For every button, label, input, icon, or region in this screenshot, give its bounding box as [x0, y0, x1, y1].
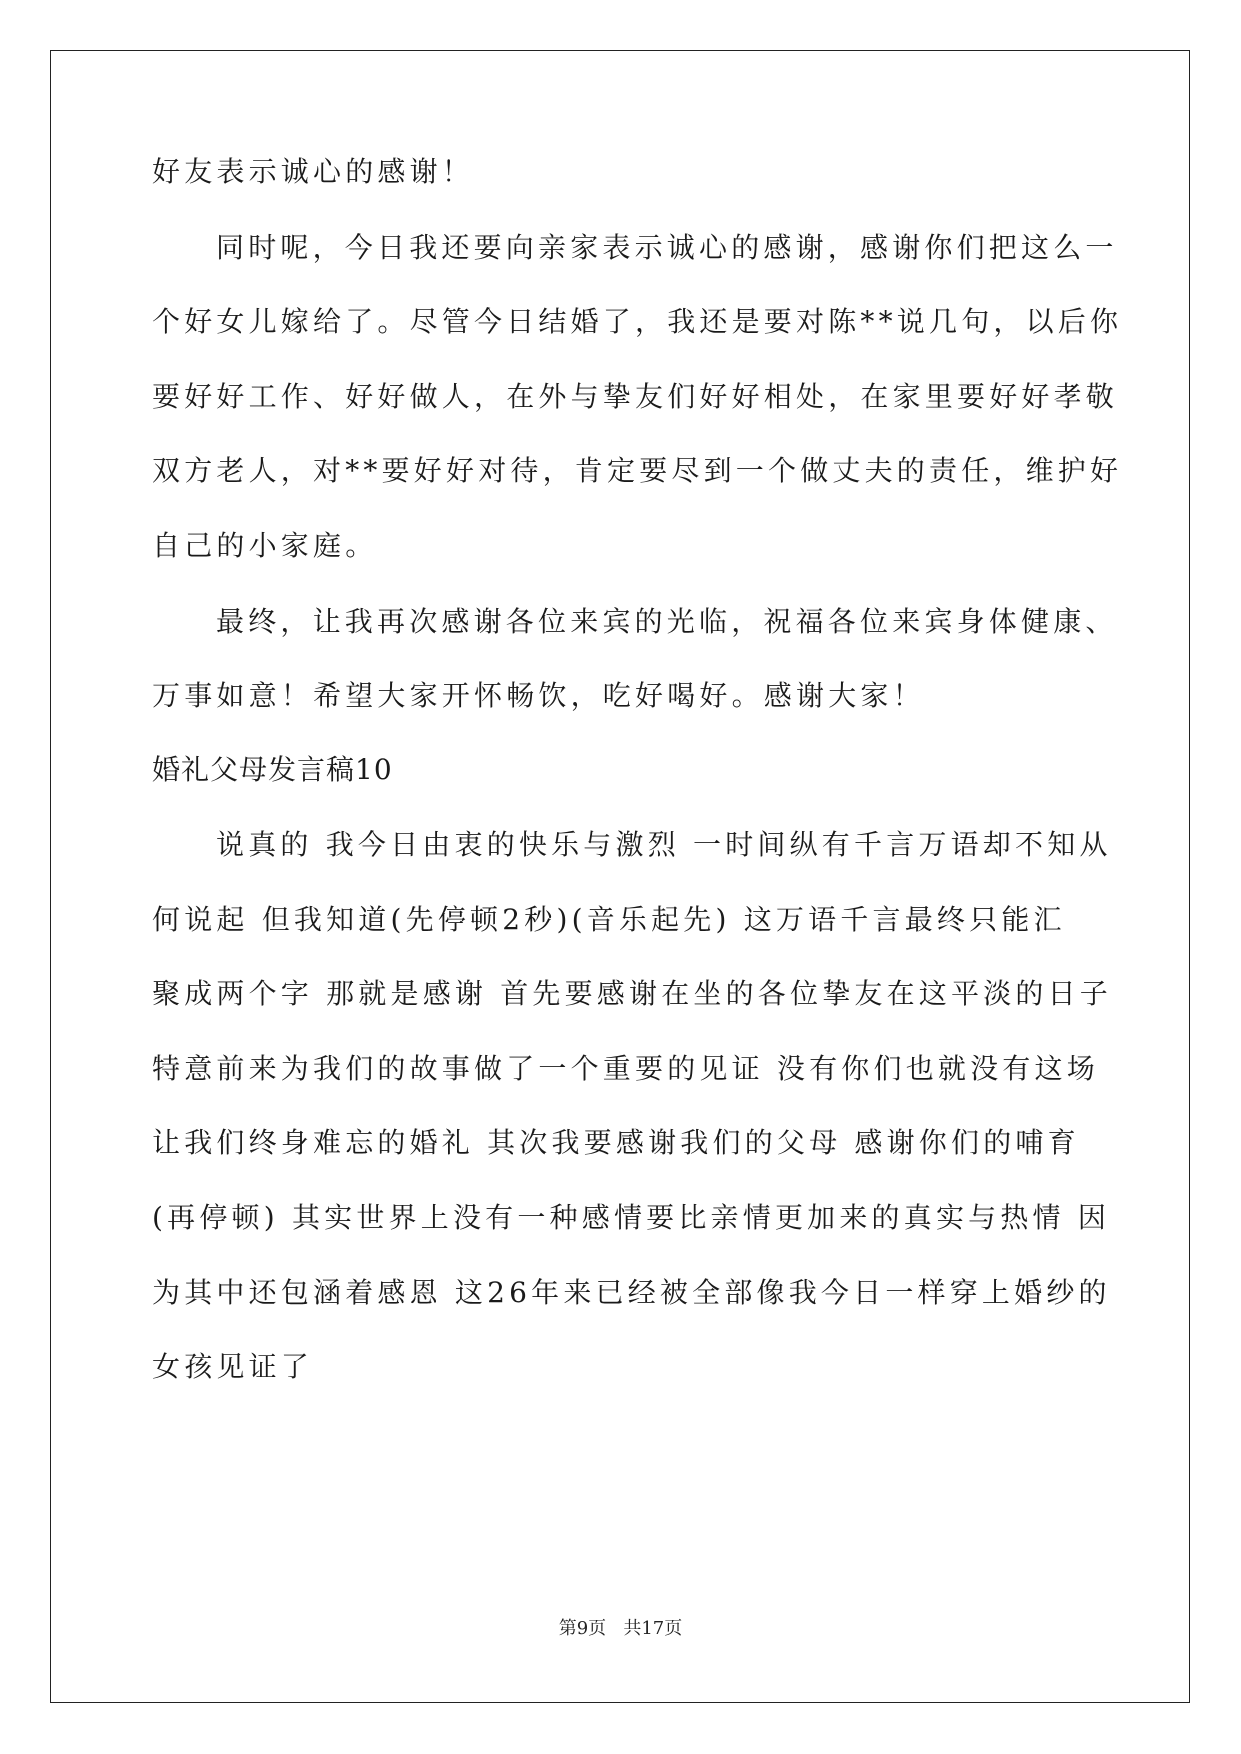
- paragraph-line: 聚成两个字 那就是感谢 首先要感谢在坐的各位挚友在这平淡的日子: [152, 977, 1113, 1010]
- paragraph-line: 何说起 但我知道(先停顿2秒)(音乐起先) 这万语千言最终只能汇: [152, 903, 1066, 936]
- paragraph-line: 同时呢，今日我还要向亲家表示诚心的感谢，感谢你们把这么一: [216, 231, 1118, 264]
- paragraph-line: 让我们终身难忘的婚礼 其次我要感谢我们的父母 感谢你们的哺育: [152, 1126, 1080, 1159]
- page-number-footer: 第9页 共17页: [558, 1618, 683, 1639]
- paragraph-line: 好友表示诚心的感谢！: [152, 155, 475, 188]
- paragraph-line: 女孩见证了: [152, 1350, 314, 1383]
- paragraph-line: 说真的 我今日由衷的快乐与激烈 一时间纵有千言万语却不知从: [216, 828, 1112, 861]
- paragraph-line: 自己的小家庭。: [152, 529, 378, 562]
- paragraph-line: 万事如意！希望大家开怀畅饮，吃好喝好。感谢大家！: [152, 679, 925, 712]
- section-heading: 婚礼父母发言稿10: [152, 753, 393, 786]
- paragraph-line: 最终，让我再次感谢各位来宾的光临，祝福各位来宾身体健康、: [216, 605, 1118, 638]
- paragraph-line: 为其中还包涵着感恩 这26年来已经被全部像我今日一样穿上婚纱的: [152, 1276, 1111, 1309]
- paragraph-line: 双方老人，对**要好好对待，肯定要尽到一个做丈夫的责任，维护好: [152, 454, 1123, 487]
- paragraph-line: (再停顿) 其实世界上没有一种感情要比亲情更加来的真实与热情 因: [152, 1201, 1111, 1234]
- page-border: [50, 50, 1190, 1703]
- paragraph-line: 要好好工作、好好做人，在外与挚友们好好相处，在家里要好好孝敬: [152, 380, 1119, 413]
- paragraph-line: 特意前来为我们的故事做了一个重要的见证 没有你们也就没有这场: [152, 1052, 1099, 1085]
- paragraph-line: 个好女儿嫁给了。尽管今日结婚了，我还是要对陈**说几句，以后你: [152, 305, 1123, 338]
